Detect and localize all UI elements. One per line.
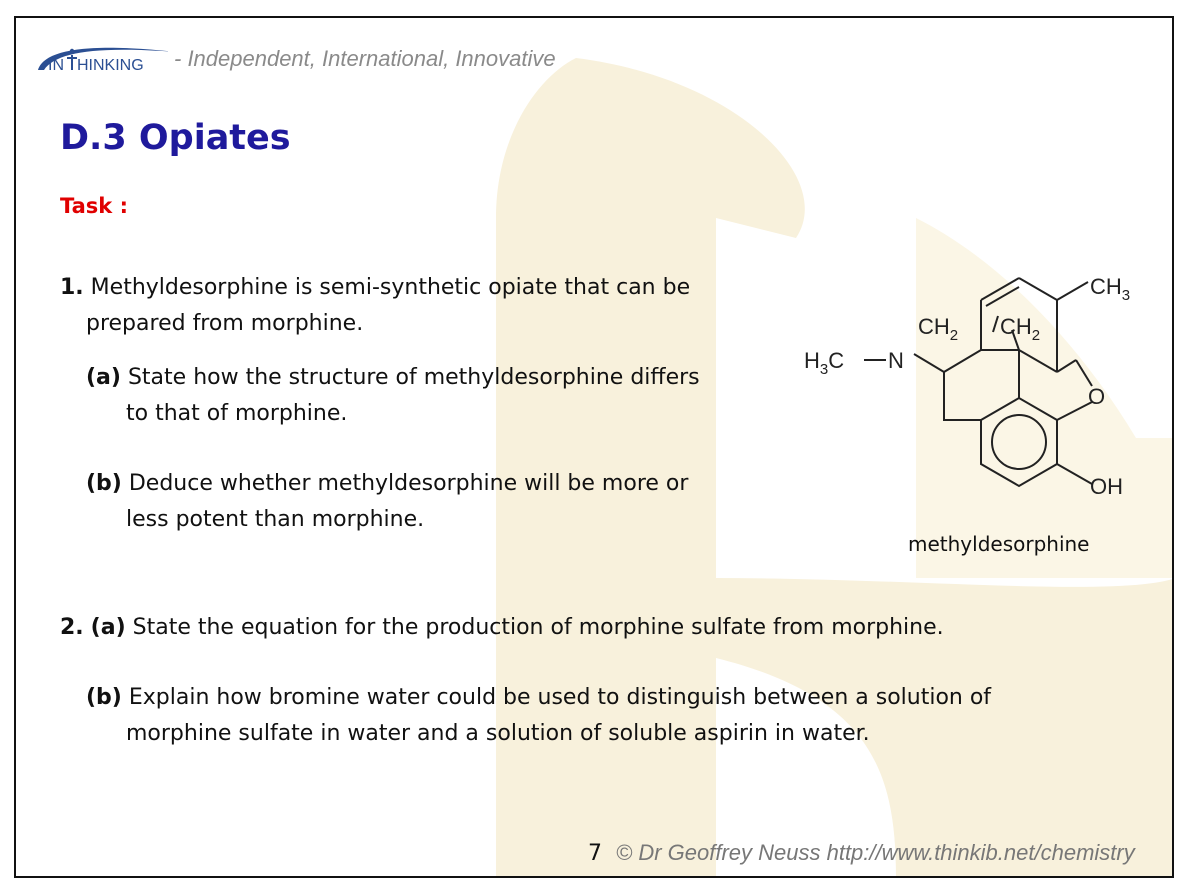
bond-to-ether-carbon — [1019, 350, 1057, 372]
bond-double-a — [981, 278, 1019, 300]
header — [36, 44, 556, 74]
logo-text-prefix: IN — [48, 57, 64, 74]
question-1a-line2: to that of morphine. — [126, 401, 348, 426]
molecule-caption: methyldesorphine — [908, 532, 1090, 556]
task-label: Task : — [60, 194, 128, 218]
bond-to-oh — [1057, 464, 1092, 484]
bond-o-to-carbon — [1076, 360, 1092, 386]
copyright-link[interactable]: © Dr Geoffrey Neuss http://www.thinkib.net/chemistry — [616, 840, 1135, 865]
label-ch2-left: $CH_2$ — [918, 314, 959, 344]
question-2-number: 2. — [60, 615, 84, 640]
question-1a-label: (a) — [86, 365, 121, 390]
label-ch2-right: $CH_2$ — [1000, 314, 1041, 344]
question-2b — [86, 680, 991, 752]
question-1b — [86, 466, 688, 538]
bond-to-ch3 — [1057, 282, 1088, 300]
aromatic-ring-circle — [992, 415, 1046, 469]
question-1-number: 1. — [60, 275, 84, 300]
question-2a-label: (a) — [90, 615, 126, 640]
question-1b-line1: Deduce whether methyldesorphine will be more or — [128, 471, 689, 496]
label-oh: OH — [1090, 474, 1123, 499]
question-1a-line1: State how the structure of methyldesorphine differs — [127, 365, 700, 390]
question-2b-line1: Explain how bromine water could be used to distinguish between a solution of — [128, 685, 992, 710]
question-1-line2: prepared from morphine. — [86, 311, 364, 336]
label-h3c: $H_3C$ — [804, 348, 845, 378]
question-2b-label: (b) — [86, 685, 122, 710]
tagline: - Independent, International, Innovative — [174, 46, 556, 71]
inthinking-logo — [36, 44, 168, 74]
bond-c-to-n — [914, 354, 944, 372]
page-title: D.3 Opiates — [60, 118, 291, 158]
bond-ring-to-o — [1057, 402, 1092, 420]
label-o: O — [1088, 384, 1106, 409]
slide — [14, 16, 1174, 878]
question-1b-label: (b) — [86, 471, 122, 496]
question-1 — [60, 270, 690, 342]
question-1a — [86, 360, 700, 432]
bond-left-ring — [944, 350, 981, 420]
bond-ch2-link — [993, 316, 998, 332]
bond-double-b — [986, 287, 1019, 306]
question-1b-line2: less potent than morphine. — [126, 507, 425, 532]
label-ch3-top: $CH_3$ — [1090, 274, 1131, 304]
methyldesorphine-structure — [786, 254, 1146, 524]
page-number: 7 — [588, 841, 602, 866]
logo-text-suffix: HINKING — [77, 57, 144, 74]
question-2b-line2: morphine sulfate in water and a solution of soluble aspirin in water. — [126, 721, 870, 746]
bond-top-right — [1019, 278, 1057, 300]
label-n: N — [888, 348, 904, 373]
question-2a-line1: State the equation for the production of morphine sulfate from morphine. — [132, 615, 944, 640]
bond-c-to-c-o — [1057, 360, 1076, 372]
question-1-line1: Methyldesorphine is semi-synthetic opiate that can be — [90, 275, 691, 300]
question-2a — [60, 610, 944, 646]
footer — [588, 840, 1135, 866]
